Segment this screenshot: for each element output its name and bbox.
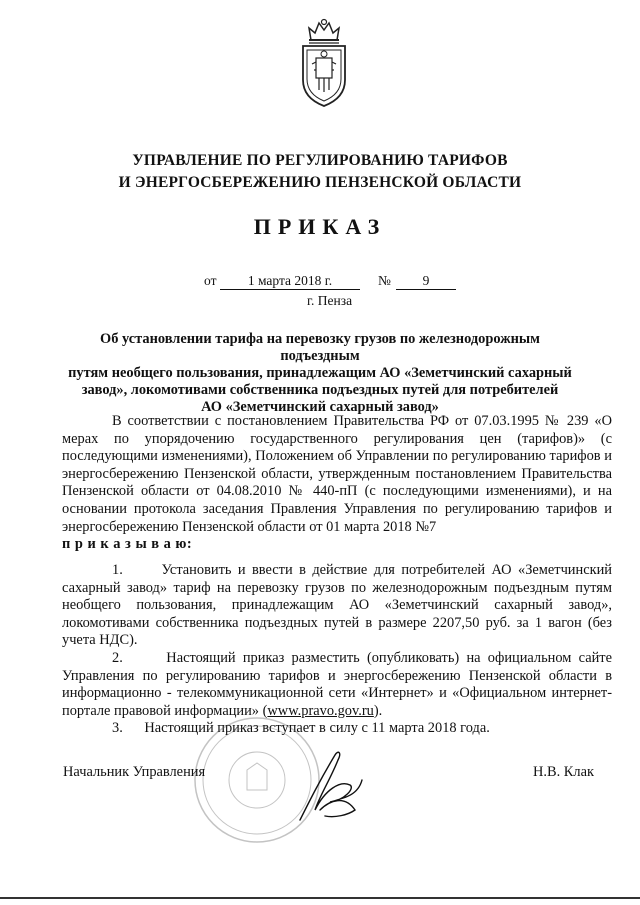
- order-items: [62, 562, 612, 738]
- pravo-link[interactable]: www.pravo.gov.ru: [267, 702, 374, 719]
- city: г. Пенза: [307, 293, 353, 308]
- number-prefix: №: [378, 273, 391, 288]
- org-name-line1: УПРАВЛЕНИЕ ПО РЕГУЛИРОВАНИЮ ТАРИФОВ: [132, 152, 508, 169]
- subject-line-2: путям необщего пользования, принадлежащим АО «Земетчинский сахарный: [68, 365, 572, 381]
- subject-line-1: Об установлении тарифа на перевозку грузов по железнодорожным подъездным: [100, 331, 540, 364]
- order-item-3: 3. Настоящий приказ вступает в силу с 11 марта 2018 года.: [112, 720, 490, 737]
- preamble: [62, 413, 612, 554]
- order-item-2: [62, 650, 612, 720]
- subject-line-4: АО «Земетчинский сахарный завод»: [201, 399, 439, 415]
- signatory-name: Н.В. Клак: [533, 764, 594, 780]
- order-subject: [60, 331, 580, 416]
- order-date: 1 марта 2018 г.: [220, 273, 360, 290]
- order-item-1: 1. Установить и ввести в действие для потребителей АО «Земетчинский сахарный завод» тариф на перевозку грузов по железнодорожным подъездным путям необщего пользования, принадлежащим АО «Земетчинский сахарный завод», локомотивами собственника подъездных путей в размере 2207,50 руб. за 1 вагон (без учета НДС).: [62, 562, 612, 649]
- order-number: 9: [396, 273, 456, 290]
- date-prefix: от: [204, 273, 217, 288]
- order-item-2-end: ).: [373, 702, 383, 719]
- preamble-text: В соответствии с постановлением Правительства РФ от 07.03.1995 № 239 «О мерах по упорядочению государственного регулирования цен (тарифов)» (с последующими изменениями), Положением об Управлении по регулированию тарифов и энергосбережению Пензенской области, утвержденным постановлением Правительства Пензенской области от 04.08.2010 № 440-пП (с последующими изменениями), и на основании протокола заседания Правления Управления по регулированию тарифов и энергосбережению Пензенской области от 01 марта 2018 №7: [62, 413, 612, 535]
- org-name-line2: И ЭНЕРГОСБЕРЕЖЕНИЮ ПЕНЗЕНСКОЙ ОБЛАСТИ: [118, 174, 522, 191]
- handwritten-signature: [290, 740, 370, 830]
- subject-line-3: завод», локомотивами собственника подъездных путей для потребителей: [81, 382, 559, 398]
- document-type-title: ПРИКАЗ: [253, 214, 387, 239]
- signatory-position: Начальник Управления: [63, 764, 206, 780]
- order-item-2-text: 2. Настоящий приказ разместить (опубликовать) на официальном сайте Управления по регулированию тарифов и энергосбережению Пензенской области в информационно - телекоммуникационной сети «Интернет» и «Официальном интернет-портале правовой информации» (: [62, 649, 612, 719]
- page-bottom-border: [0, 897, 640, 899]
- coat-of-arms-emblem: [297, 18, 351, 108]
- order-word: п р и к а з ы в а ю:: [62, 536, 193, 553]
